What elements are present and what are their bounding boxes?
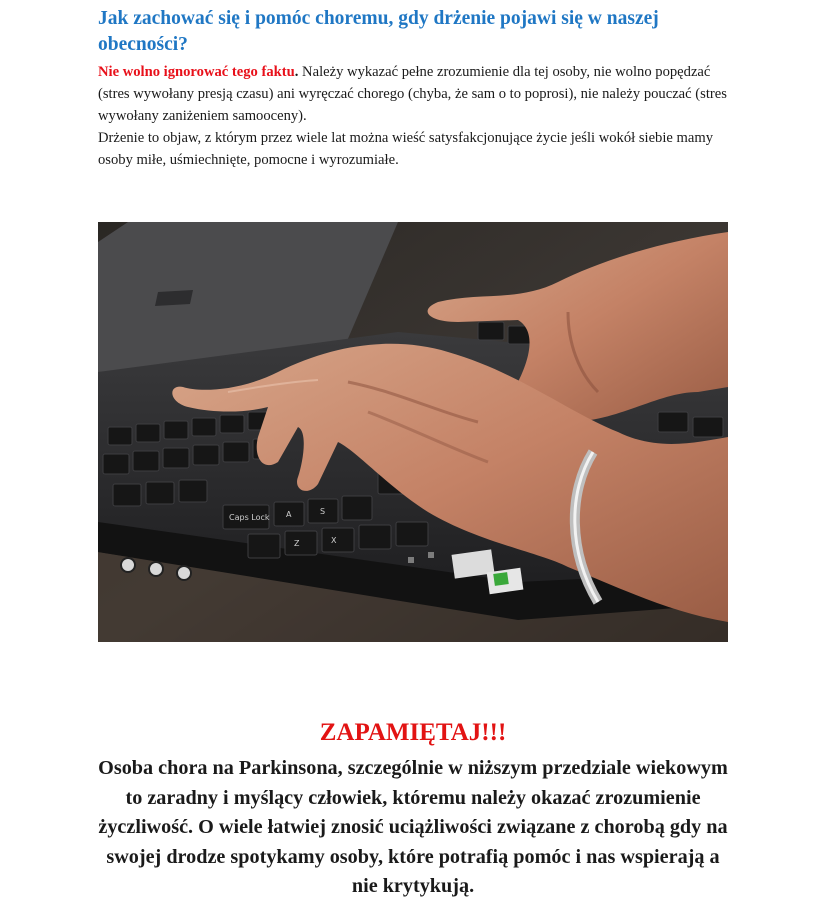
key-label-s: S [320,507,326,516]
key-label-z: Z [294,539,300,548]
remember-body: Osoba chora na Parkinsona, szczególnie w niższym przedziale wiekowym to zaradny i myślący człowiek, któremu należy okazać zrozumienie życzliwość. O wiele łatwiej znosić uciążliwości związane z chorobą gdy na swojej drodze spotykamy osoby, które potrafią pomóc i nas wspierają a nie krytykują. [98,757,728,897]
paragraph-2-text: Drżenie to objaw, z którym przez wiele lat można wieść satysfakcjonujące życie jeśli wokół siebie mamy osoby miłe, uśmiechnięte, pomocne i wyrozumiałe. [98,130,714,168]
paragraph-1-text: Należy wykazać pełne zrozumienie dla tej osoby, nie wolno popędzać (stres wywołany presją czasu) ani wyręczać chorego (chyba, że sam o to poprosi), nie należy pouczać (stres wywołany zaniżeniem samooceny). [98,64,727,124]
article-heading: Jak zachować się i pomóc choremu, gdy drżenie pojawi się w naszej obecności? [98,8,659,55]
article-paragraph-1 [98,61,728,171]
key-label-x: X [331,536,337,545]
laptop-hands-photo [98,222,728,642]
remember-title: ZAPAMIĘTAJ!!! [319,719,507,746]
key-label-capslock: Caps Lock [229,513,270,522]
warning-text: Nie wolno ignorować tego faktu [98,64,295,80]
key-label-a: A [286,510,292,519]
warning-dot: . [294,64,299,80]
article-section [98,0,728,171]
